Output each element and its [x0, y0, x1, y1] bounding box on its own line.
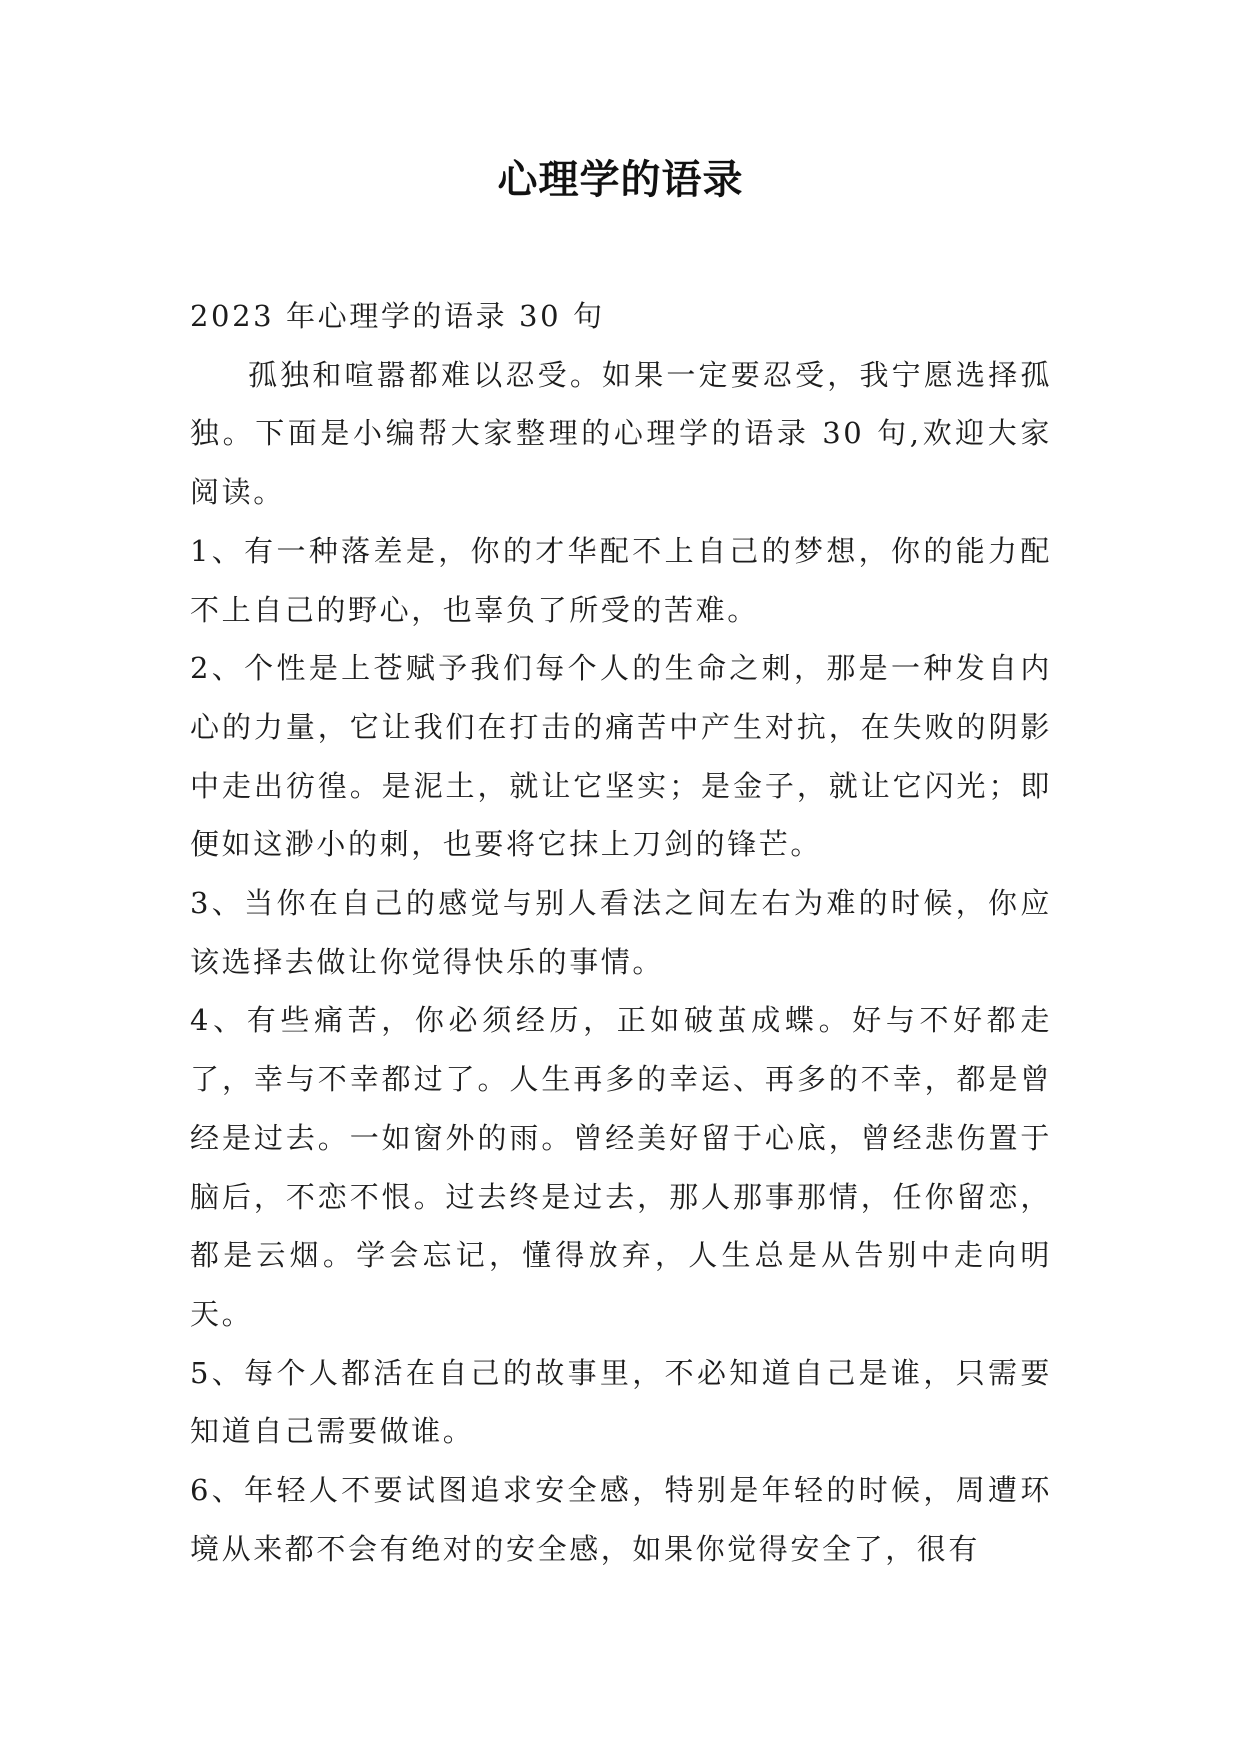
quote-item-2: 2、个性是上苍赋予我们每个人的生命之刺，那是一种发自内心的力量，它让我们在打击的痛苦中产生对抗，在失败的阴影中走出彷徨。是泥土，就让它坚实；是金子，就让它闪光；即便如这渺小的刺，也要将它抹上刀剑的锋芒。: [190, 651, 1052, 862]
document-body: [190, 287, 1052, 1578]
document-subtitle: 2023 年心理学的语录 30 句: [190, 299, 605, 333]
intro-paragraph: 孤独和喧嚣都难以忍受。如果一定要忍受，我宁愿选择孤独。下面是小编帮大家整理的心理学的语录 30 句,欢迎大家阅读。: [190, 357, 1052, 510]
quote-item-1: 1、有一种落差是，你的才华配不上自己的梦想，你的能力配不上自己的野心，也辜负了所受的苦难。: [190, 533, 1052, 627]
quote-item-4: 4、有些痛苦，你必须经历，正如破茧成蝶。好与不好都走了，幸与不幸都过了。人生再多的幸运、再多的不幸，都是曾经是过去。一如窗外的雨。曾经美好留于心底，曾经悲伤置于脑后，不恋不恨。过去终是过去，那人那事那情，任你留恋，都是云烟。学会忘记，懂得放弃，人生总是从告别中走向明天。: [190, 1003, 1052, 1331]
quote-item-3: 3、当你在自己的感觉与别人看法之间左右为难的时候，你应该选择去做让你觉得快乐的事情。: [190, 886, 1052, 979]
document-title: 心理学的语录: [497, 157, 744, 203]
quote-item-6: 6、年轻人不要试图追求安全感，特别是年轻的时候，周遭环境从来都不会有绝对的安全感，如果你觉得安全了，很有: [190, 1473, 1052, 1566]
quote-item-5: 5、每个人都活在自己的故事里，不必知道自己是谁，只需要知道自己需要做谁。: [190, 1355, 1052, 1449]
